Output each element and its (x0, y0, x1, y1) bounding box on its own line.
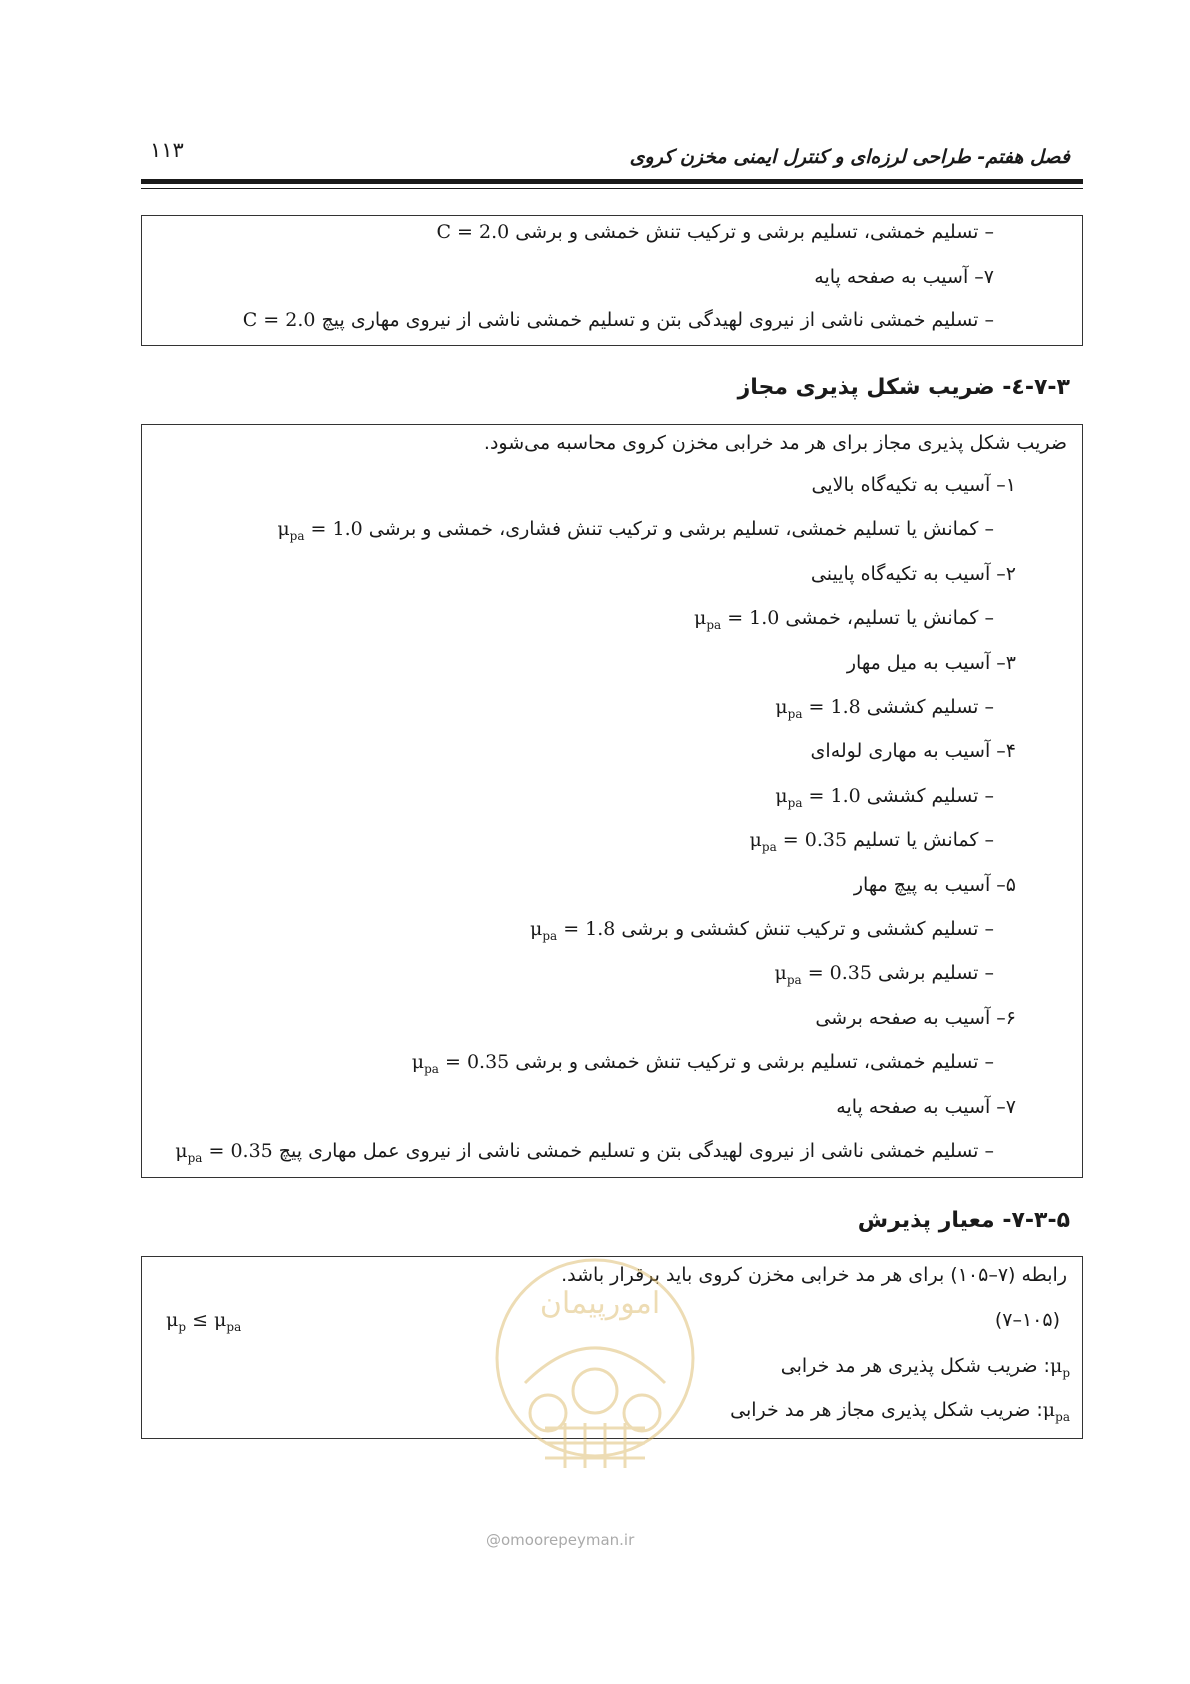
item-text: ۳– آسیب به میل مهار (846, 651, 1016, 674)
item-text: – تسلیم خمشی ناشی از نیروی لهیدگی بتن و تسلیم خمشی ناشی از نیروی عمل مهاری پیچ (278, 1140, 994, 1162)
page-number: ۱۱۳ (150, 138, 184, 162)
item-mu-pa-value: 0.35 (230, 1140, 273, 1162)
header-rule-thin (141, 188, 1083, 189)
eq-rhs-sub: pa (226, 1319, 242, 1334)
box1-line-2 (814, 264, 994, 290)
item-text: ۶– آسیب به صفحه برشی (815, 1006, 1016, 1029)
item-mu-pa-formula: $\mu_{pa} = 0.35$ (774, 962, 872, 988)
item-text: – کمانش یا تسلیم، خمشی (785, 607, 994, 630)
item-mu-pa-value: 1.8 (830, 696, 861, 718)
ductility-item-bullet (694, 605, 994, 638)
header-rule-thick (141, 179, 1083, 184)
item-text: – تسلیم کششی (866, 696, 994, 718)
item-text: – تسلیم برشی (877, 962, 994, 985)
item-text: – کمانش یا تسلیم خمشی، تسلیم برشی و ترکیب تنش فشاری، خمشی و برشی (368, 518, 994, 541)
eq-lhs: μ (166, 1309, 179, 1331)
def-2-symbol: $\mu_{pa}$ (1042, 1399, 1070, 1424)
eq-op: ≤ (186, 1309, 215, 1331)
ductility-item-heading (815, 1005, 1016, 1031)
item-mu-pa-formula: $\mu_{pa} = 0.35$ (175, 1140, 273, 1165)
ductility-item-heading (812, 472, 1016, 498)
item-text: – کمانش یا تسلیم (853, 829, 994, 852)
ductility-item-heading (811, 738, 1016, 764)
box1-line-2-text: ۷– آسیب به صفحه پایه (814, 266, 994, 288)
item-text: – تسلیم کششی (866, 784, 994, 807)
section-4-heading: ۷-۳-٤- ضریب شکل پذیری مجاز (737, 375, 1070, 400)
item-text: ۵– آسیب به پیچ مهار (853, 873, 1016, 896)
chapter-title: فصل هفتم- طراحی لرزه‌ای و کنترل ایمنی مخزن کروی (629, 146, 1070, 168)
item-mu-pa-formula: $\mu_{pa} = 1.0$ (775, 784, 861, 810)
ductility-item-bullet (530, 916, 994, 949)
watermark-site: @omoorepeyman.ir (486, 1531, 635, 1549)
item-mu-pa-value: 0.35 (829, 962, 872, 985)
definition-mu-p (781, 1353, 1070, 1386)
item-mu-pa-value: 1.0 (332, 518, 363, 541)
item-mu-pa-value: 1.0 (830, 784, 861, 807)
box1-line-1-formula: C = 2.0 (436, 221, 510, 243)
equation-number: (۱۰۵–۷) (994, 1309, 1060, 1331)
ductility-item-heading (836, 1094, 1016, 1120)
eq-lhs-sub: p (178, 1319, 187, 1334)
item-mu-pa-formula: $\mu_{pa} = 1.8$ (529, 918, 616, 943)
section-5-intro: رابطه (۷–۱۰۵) برای هر مد خرابی مخزن کروی باید برقرار باشد. (561, 1264, 1067, 1286)
item-text: – تسلیم کششی و ترکیب تنش کششی و برشی (621, 918, 994, 940)
item-mu-pa-formula: $\mu_{pa} = 1.0$ (693, 607, 780, 632)
ductility-item-bullet (750, 827, 994, 860)
item-mu-pa-formula: $\mu_{pa} = 1.8$ (775, 696, 861, 721)
item-mu-pa-formula: $\mu_{pa} = 1.0$ (277, 518, 363, 544)
ductility-item-heading (811, 561, 1016, 587)
item-text: – تسلیم خمشی، تسلیم برشی و ترکیب تنش خمشی و برشی (515, 1051, 994, 1074)
def-1-symbol: $\mu_p$ (1049, 1355, 1070, 1380)
ductility-item-bullet (775, 694, 994, 727)
definition-mu-pa (730, 1397, 1070, 1430)
ductility-item-heading (847, 650, 1016, 676)
box1-line-1-text: – تسلیم خمشی، تسلیم برشی و ترکیب تنش خمشی و برشی (515, 221, 994, 243)
item-mu-pa-value: 0.35 (804, 829, 848, 852)
item-text: ۲– آسیب به تکیه‌گاه پایینی (810, 562, 1016, 585)
box1-line-3-formula: C = 2.0 (242, 309, 316, 331)
box1-line-1 (436, 219, 994, 245)
item-mu-pa-value: 1.0 (749, 607, 780, 630)
item-text: ۱– آسیب به تکیه‌گاه بالایی (811, 474, 1016, 496)
ductility-item-bullet (775, 783, 994, 816)
box1-line-3-text: – تسلیم خمشی ناشی از نیروی لهیدگی بتن و تسلیم خمشی ناشی از نیروی مهاری پیچ (321, 309, 994, 331)
ductility-item-bullet (412, 1049, 994, 1082)
watermark-logo (490, 1253, 700, 1483)
ductility-item-bullet (175, 1138, 994, 1171)
item-mu-pa-formula: $\mu_{pa} = 0.35$ (749, 829, 848, 854)
item-mu-pa-value: 0.35 (466, 1051, 510, 1074)
section-4-intro: ضریب شکل پذیری مجاز برای هر مد خرابی مخزن کروی محاسبه می‌شود. (483, 432, 1067, 454)
item-mu-pa-formula: $\mu_{pa} = 0.35$ (411, 1051, 510, 1076)
eq-rhs: μ (214, 1309, 227, 1331)
item-text: ۴– آسیب به مهاری لوله‌ای (810, 740, 1016, 763)
ductility-item-bullet (774, 960, 994, 993)
ductility-item-bullet (277, 516, 994, 549)
box1-line-3 (243, 307, 994, 333)
item-text: ۷– آسیب به صفحه پایه (836, 1095, 1016, 1118)
ductility-item-heading (854, 872, 1016, 898)
def-2-text: : ضریب شکل پذیری مجاز هر مد خرابی (730, 1399, 1043, 1421)
def-1-text: : ضریب شکل پذیری هر مد خرابی (780, 1355, 1050, 1377)
watermark-logo-text: امورپیمان (539, 1286, 661, 1321)
item-mu-pa-value: 1.8 (585, 918, 616, 940)
acceptance-equation (166, 1307, 241, 1340)
section-5-heading: ۷-۳-۵- معیار پذیرش (857, 1208, 1070, 1233)
